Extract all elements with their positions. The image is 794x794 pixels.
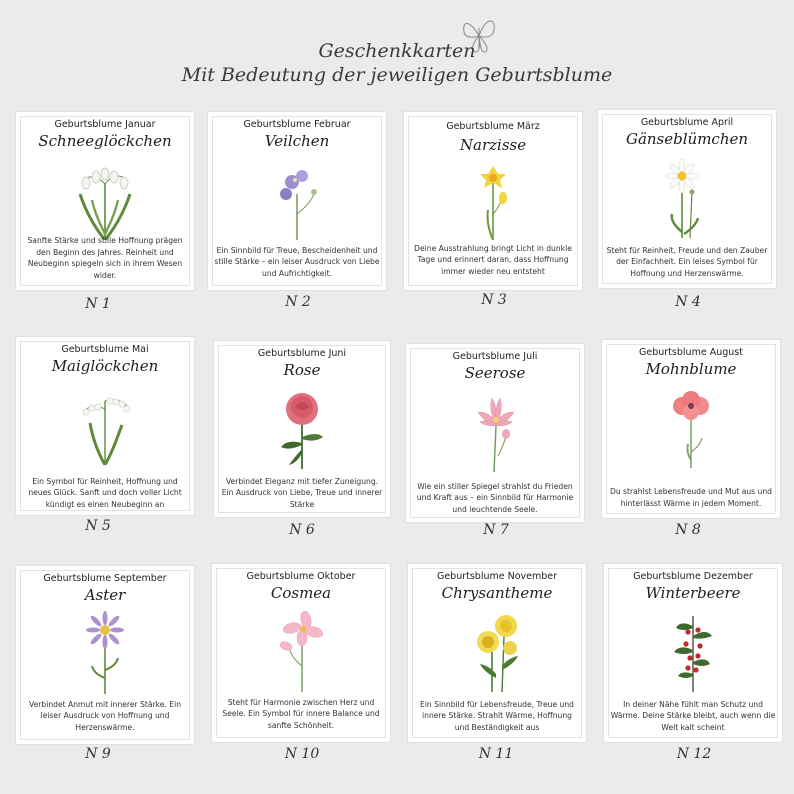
card-june [214, 341, 390, 517]
card-flower-name: Cosmea [270, 584, 332, 602]
card-flower-name: Veilchen [264, 132, 330, 150]
card-description: Ein Sinnbild für Lebensfreude, Treue und innere Stärke. Strahlt Wärme, Hoffnung und Beständigkeit aus [420, 699, 574, 733]
card-july [406, 344, 584, 522]
card-number: N 3 [481, 292, 507, 308]
card-number: N 8 [675, 522, 701, 538]
card-number: N 10 [284, 746, 320, 762]
card-description: Sanfte Stärke und stille Hoffnung prägen den Beginn des Jahres. Reinheit und Neubeginn spiegeln sich in ihrem Wesen wider. [27, 235, 183, 281]
card-description: Ein Symbol für Reinheit, Hoffnung und neues Glück. Sanft und doch voller Licht kündigt es einen Neubeginn an [28, 476, 182, 510]
card-number: N 5 [85, 518, 111, 534]
card-flower-name: Narzisse [459, 136, 527, 154]
card-month: Geburtsblume September [43, 573, 167, 584]
header-title-line1: Geschenkkarten [318, 40, 476, 62]
header-title-line2: Mit Bedeutung der jeweiligen Geburtsblume [181, 64, 613, 86]
card-april [598, 110, 776, 288]
water-lily-icon [460, 386, 530, 472]
lily-of-the-valley-icon [70, 379, 140, 465]
card-description: Verbindet Anmut mit innerer Stärke. Ein leiser Ausdruck von Hoffnung und Herzenswärme. [28, 699, 182, 733]
card-month: Geburtsblume Juni [257, 348, 347, 359]
card-month: Geburtsblume August [639, 347, 743, 358]
chrysanthemum-icon [462, 606, 532, 692]
card-number: N 9 [85, 746, 111, 762]
card-month: Geburtsblume Dezember [633, 571, 753, 582]
card-number: N 12 [676, 746, 712, 762]
card-august [602, 340, 780, 518]
poppy-icon [656, 382, 726, 468]
card-month: Geburtsblume Januar [54, 119, 156, 130]
card-month: Geburtsblume November [436, 571, 558, 582]
card-october [212, 564, 390, 742]
card-month: Geburtsblume April [640, 117, 734, 128]
card-description: Ein Sinnbild für Treue, Bescheidenheit und stille Stärke – ein leiser Ausdruck von Liebe und Aufrichtigkeit. [214, 245, 380, 279]
card-number: N 7 [483, 522, 509, 538]
card-description: Steht für Reinheit, Freude und den Zauber der Einfachheit. Ein leises Symbol für Hoffnung und Herzenswärme. [606, 245, 768, 279]
page-header [0, 0, 794, 100]
card-flower-name: Mohnblume [645, 360, 737, 378]
card-flower-name: Gänseblümchen [625, 130, 749, 148]
card-month: Geburtsblume Mai [61, 344, 149, 355]
card-may [16, 337, 194, 515]
card-number: N 6 [289, 522, 315, 538]
card-description: Steht für Harmonie zwischen Herz und Seele. Ein Symbol für innere Balance und sanfte Schönheit. [222, 697, 380, 731]
card-month: Geburtsblume März [446, 121, 540, 132]
card-month: Geburtsblume Oktober [246, 571, 356, 582]
card-flower-name: Maiglöckchen [51, 357, 159, 375]
card-number: N 2 [285, 294, 311, 310]
card-september [16, 566, 194, 744]
card-flower-name: Rose [283, 361, 321, 379]
winterberry-icon [658, 606, 728, 692]
card-march [404, 112, 582, 290]
card-description: Wie ein stiller Spiegel strahlst du Frieden und Kraft aus – ein Sinnbild für Harmonie und leuchtende Seele. [416, 481, 574, 515]
card-february [208, 112, 386, 290]
rose-icon [267, 383, 337, 469]
card-flower-name: Aster [84, 586, 126, 604]
card-month: Geburtsblume Juli [452, 351, 538, 362]
card-description: Verbindet Eleganz mit tiefer Zuneigung. Ein Ausdruck von Liebe, Treue und innerer Stärke [221, 476, 383, 510]
card-number: N 11 [478, 746, 514, 762]
card-flower-name: Seerose [464, 364, 526, 382]
card-description: In deiner Nähe fühlt man Schutz und Wärme. Deine Stärke bleibt, auch wenn die Welt kalt scheint [610, 699, 776, 733]
card-december [604, 564, 782, 742]
card-november [408, 564, 586, 742]
card-month: Geburtsblume Februar [243, 119, 351, 130]
card-description: Du strahlst Lebensfreude und Mut aus und hinterlässt Wärme in jedem Moment. [609, 487, 772, 509]
daffodil-icon [458, 154, 528, 240]
card-flower-name: Chrysantheme [441, 584, 553, 602]
card-description: Deine Ausstrahlung bringt Licht in dunkle Tage und erinnert daran, dass Hoffnung immer wieder neu entsteht [414, 243, 572, 277]
card-number: N 4 [675, 294, 701, 310]
cosmos-icon [266, 606, 336, 692]
violet-icon [262, 154, 332, 240]
aster-icon [70, 608, 140, 694]
card-flower-name: Winterbeere [645, 584, 741, 602]
daisy-icon [652, 152, 722, 238]
card-flower-name: Schneeglöckchen [38, 132, 172, 150]
card-january [16, 112, 194, 290]
card-number: N 1 [85, 296, 111, 312]
snowdrop-icon [70, 154, 140, 240]
